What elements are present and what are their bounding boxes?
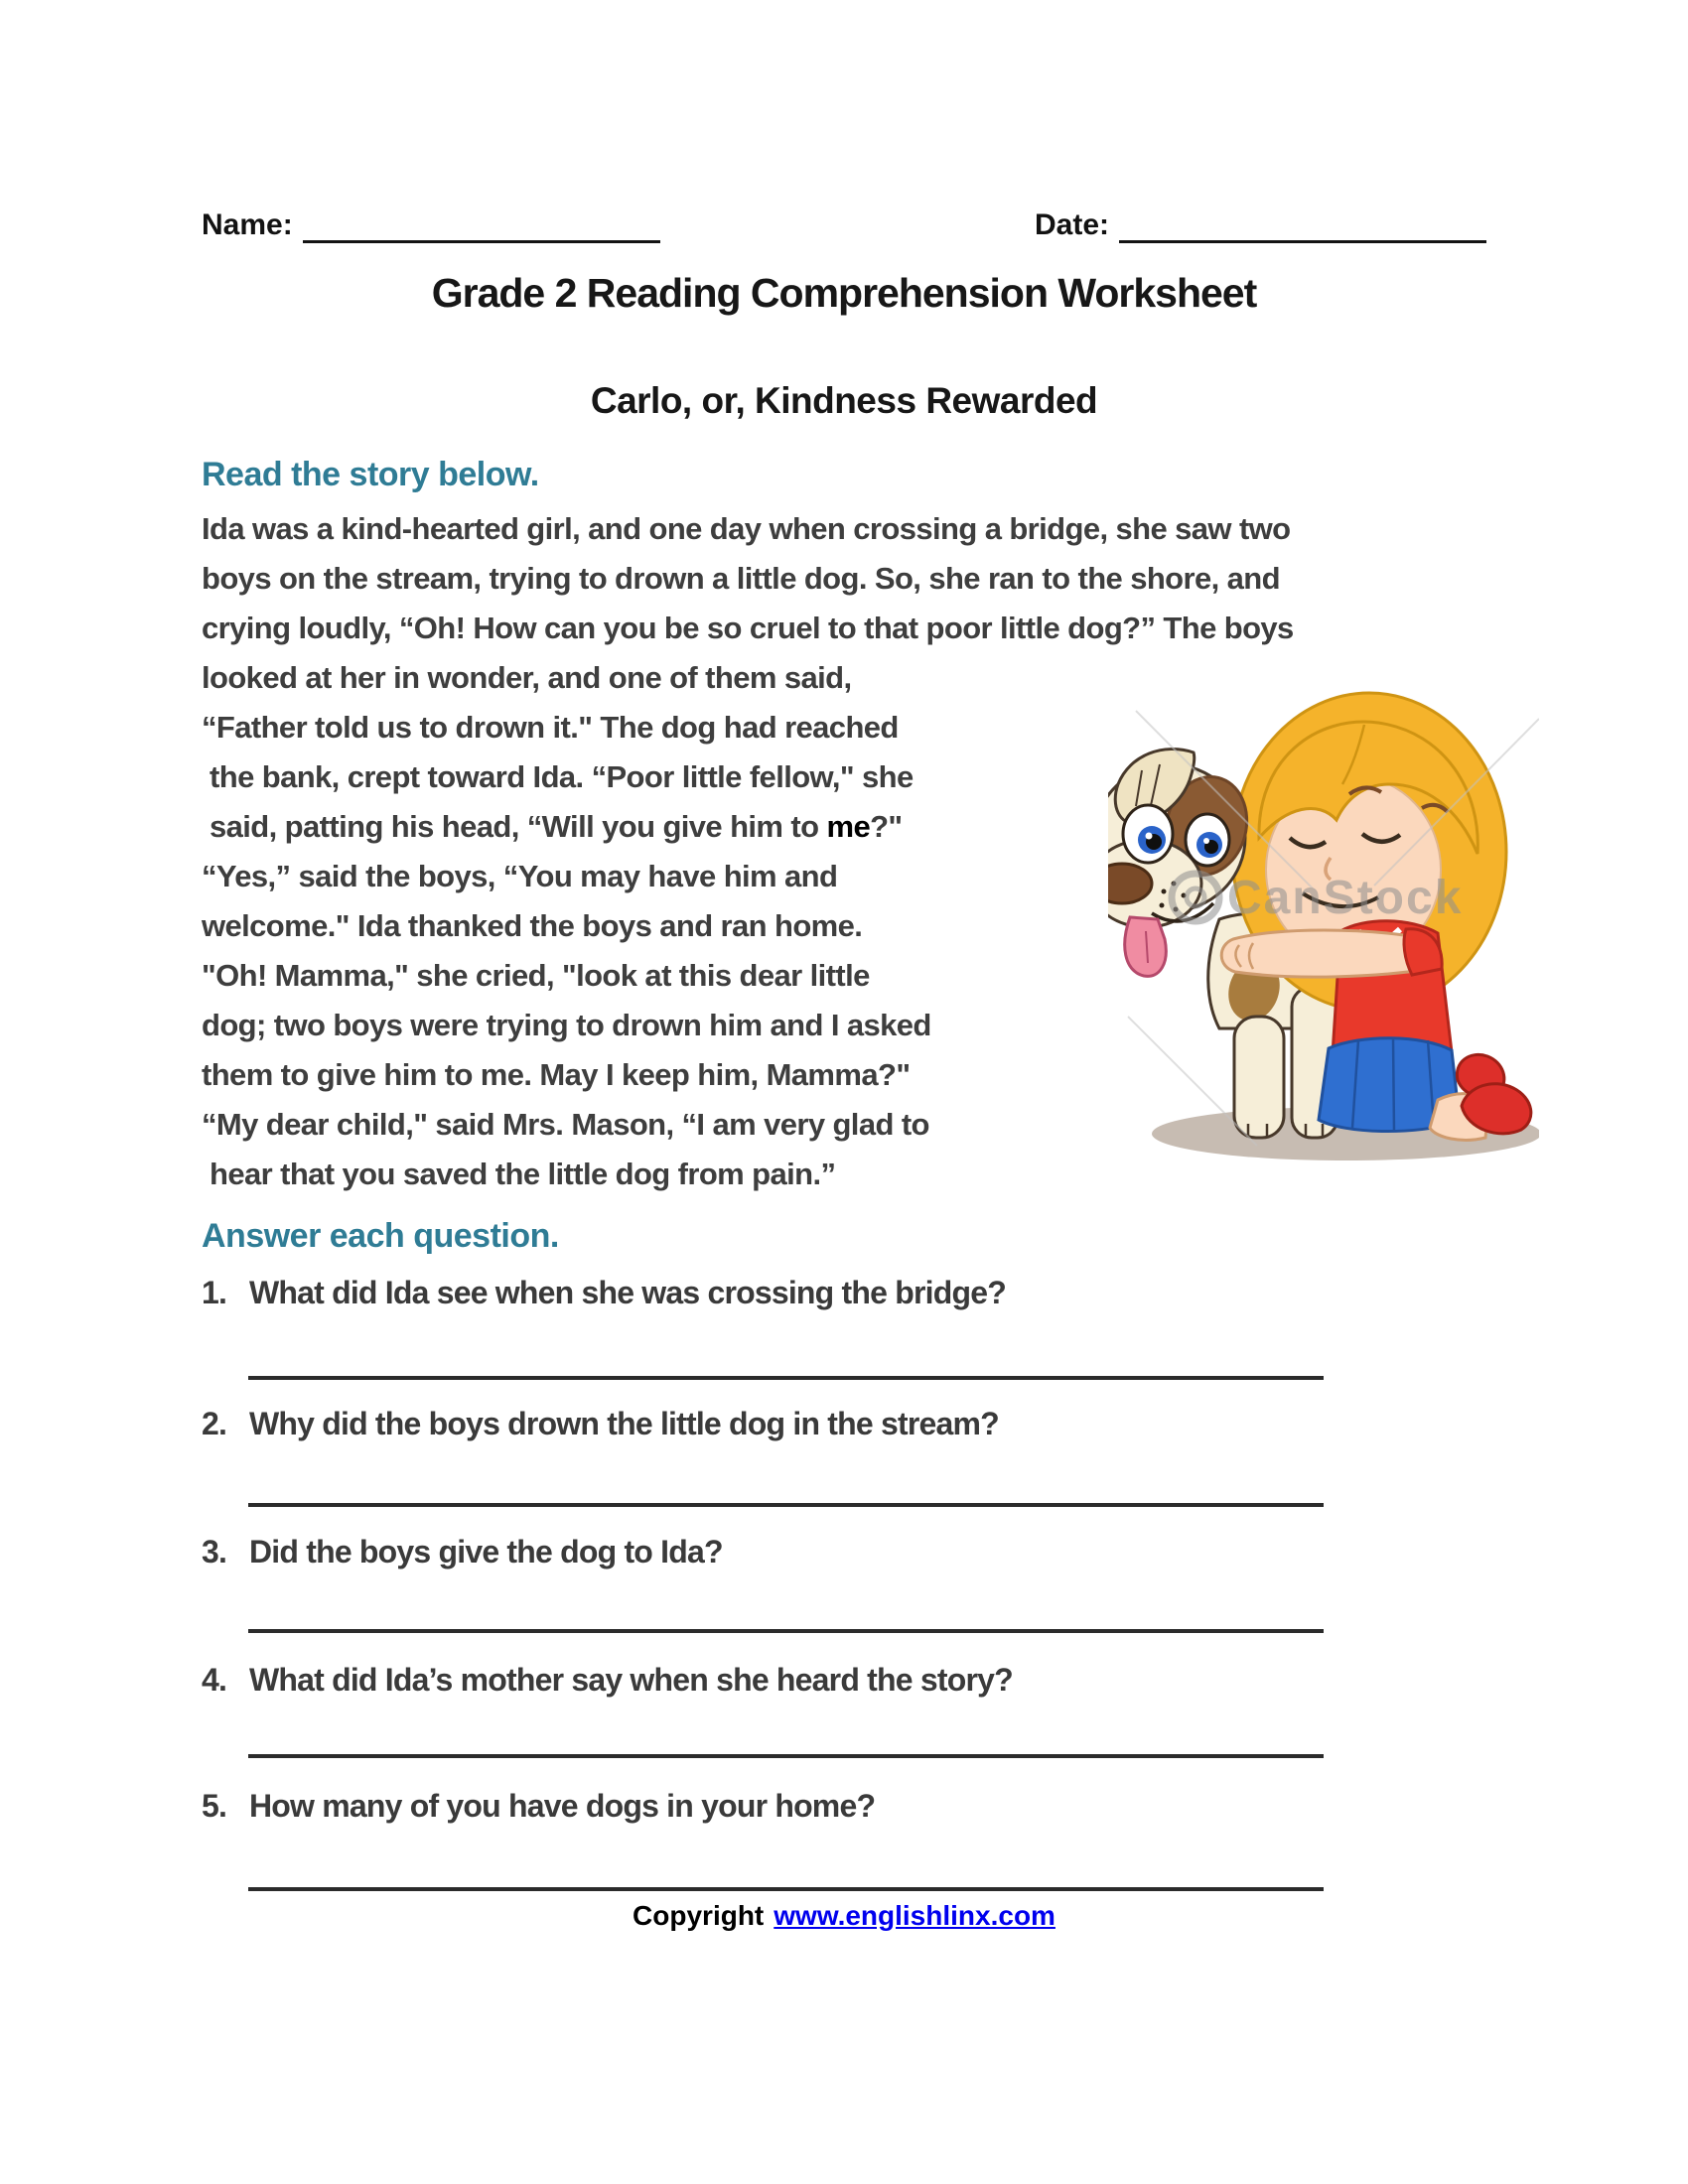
story-text-segment: ?" <box>870 809 903 844</box>
question-text: Did the boys give the dog to Ida? <box>249 1534 723 1570</box>
story-line: looked at her in wonder, and one of them said, <box>202 660 852 695</box>
question-text: How many of you have dogs in your home? <box>249 1788 876 1824</box>
story-line: the bank, crept toward Ida. “Poor little fellow," she <box>202 759 914 794</box>
question-text: What did Ida see when she was crossing the bridge? <box>249 1275 1006 1310</box>
question-row <box>202 1530 723 1573</box>
story-line: “My dear child," said Mrs. Mason, “I am very glad to <box>202 1107 929 1142</box>
question-row <box>202 1402 999 1445</box>
question-row <box>202 1271 1006 1314</box>
dog-tongue <box>1125 917 1167 976</box>
answer-blank-line <box>248 1887 1324 1891</box>
question-row <box>202 1658 1013 1702</box>
story-line: “Father told us to drown it." The dog had reached <box>202 710 899 745</box>
story-line: welcome." Ida thanked the boys and ran home. <box>202 908 863 943</box>
story-line: "Oh! Mamma," she cried, "look at this dear little <box>202 958 870 993</box>
answer-blank-line <box>248 1503 1324 1507</box>
question-number: 3. <box>202 1534 227 1570</box>
copyright-line <box>0 1900 1688 1932</box>
copyright-label: Copyright <box>633 1900 765 1931</box>
question-number: 4. <box>202 1662 227 1698</box>
read-story-heading: Read the story below. <box>202 456 539 493</box>
question-text: What did Ida’s mother say when she heard the story? <box>249 1662 1013 1698</box>
story-title: Carlo, or, Kindness Rewarded <box>590 380 1098 421</box>
answer-blank-line <box>248 1629 1324 1633</box>
story-line: crying loudly, “Oh! How can you be so cruel to that poor little dog?” The boys <box>202 611 1294 645</box>
name-label: Name: <box>202 208 293 241</box>
question-number: 5. <box>202 1788 227 1824</box>
question-row <box>202 1784 875 1828</box>
name-blank-line <box>303 206 660 243</box>
story-text-segment: said, patting his head, “Will you give him to <box>202 809 827 844</box>
answer-blank-line <box>248 1376 1324 1380</box>
story-line: boys on the stream, trying to drown a little dog. So, she ran to the shore, and <box>202 561 1280 596</box>
copyright-link[interactable]: www.englishlinx.com <box>774 1900 1055 1931</box>
story-illustration <box>1108 689 1539 1166</box>
question-number: 1. <box>202 1275 227 1310</box>
date-field <box>1035 206 1486 243</box>
watermark-text: CanStock <box>1227 872 1464 924</box>
answer-questions-heading: Answer each question. <box>202 1217 559 1255</box>
story-bold-word: me <box>826 809 871 844</box>
date-label: Date: <box>1035 208 1110 241</box>
dog-nose <box>1108 864 1152 903</box>
name-field <box>202 206 660 243</box>
story-line: “Yes,” said the boys, “You may have him and <box>202 859 838 893</box>
story-line: dog; two boys were trying to drown him and I asked <box>202 1008 931 1042</box>
question-text: Why did the boys drown the little dog in the stream? <box>249 1406 999 1441</box>
question-number: 2. <box>202 1406 227 1441</box>
date-blank-line <box>1119 206 1486 243</box>
story-line: Ida was a kind-hearted girl, and one day when crossing a bridge, she saw two <box>202 511 1291 546</box>
page-title: Grade 2 Reading Comprehension Worksheet <box>431 270 1257 316</box>
story-line: hear that you saved the little dog from pain.” <box>202 1157 836 1191</box>
girl-hugging-dog-image <box>1108 689 1539 1166</box>
girl-arm <box>1221 930 1430 977</box>
answer-blank-line <box>248 1754 1324 1758</box>
story-line: them to give him to me. May I keep him, Mamma?" <box>202 1057 911 1092</box>
